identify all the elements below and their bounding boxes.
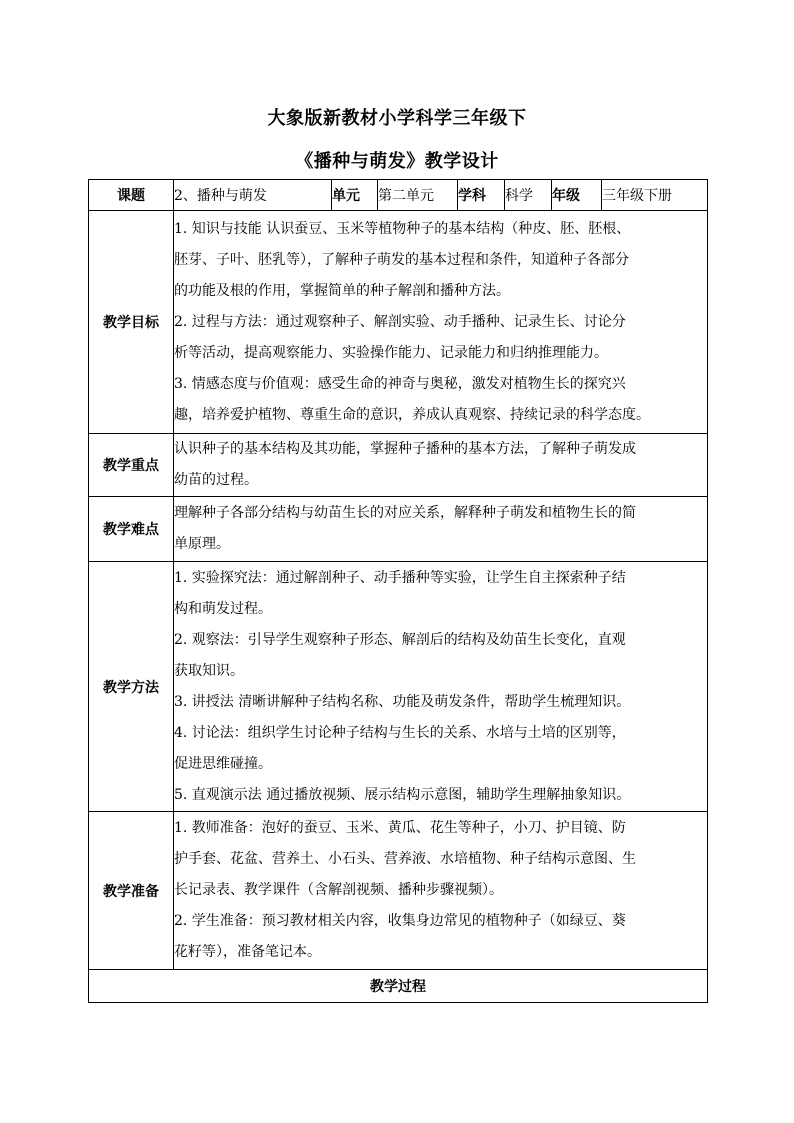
- objectives-line: 3. 情感态度与价值观：感受生命的神奇与奥秘，激发对植物生长的探究兴: [174, 375, 626, 392]
- objectives-content: [174, 211, 708, 434]
- preparation-line: 1. 教师准备：泡好的蚕豆、玉米、黄瓜、花生等种子，小刀、护目镜、防: [174, 820, 626, 836]
- key-points-content: [174, 434, 708, 497]
- methods-row: [89, 562, 708, 812]
- difficulties-line: 单原理。: [174, 536, 230, 552]
- objectives-line: 析等活动，提高观察能力、实验操作能力、记录能力和归纳推理能力。: [174, 344, 608, 361]
- difficulties-content: [174, 497, 708, 562]
- objectives-row: [89, 211, 708, 434]
- preparation-line: 长记录表、教学课件（含解剖视频、播种步骤视频）。: [174, 882, 503, 898]
- document-subtitle: 《播种与萌发》教学设计: [295, 151, 499, 172]
- subject-label: 学科: [458, 180, 505, 211]
- methods-line: 构和萌发过程。: [174, 600, 272, 617]
- objectives-line: 2. 过程与方法：通过观察种子、解剖实验、动手播种、记录生长、讨论分: [174, 313, 626, 330]
- unit-label: 单元: [332, 180, 378, 211]
- methods-line: 获取知识。: [174, 662, 244, 679]
- lesson-plan-table: [88, 179, 708, 1003]
- key-points-line: 认识种子的基本结构及其功能，掌握种子播种的基本方法，了解种子萌发成: [174, 441, 636, 457]
- preparation-content: [174, 812, 708, 970]
- methods-line: 促进思维碰撞。: [174, 755, 272, 772]
- topic-label: 课题: [89, 180, 174, 211]
- difficulties-row: [89, 497, 708, 562]
- objectives-line: 的功能及根的作用，掌握简单的种子解剖和播种方法。: [174, 282, 510, 299]
- preparation-line: 护手套、花盆、营养土、小石头、营养液、水培植物、种子结构示意图、生: [174, 851, 636, 867]
- key-points-line: 幼苗的过程。: [174, 472, 258, 488]
- methods-label: 教学方法: [89, 562, 174, 812]
- unit-value: 第二单元: [378, 180, 458, 211]
- key-points-row: [89, 434, 708, 497]
- methods-line: 2. 观察法：引导学生观察种子形态、解剖后的结构及幼苗生长变化，直观: [174, 631, 626, 648]
- document-title: 大象版新教材小学科学三年级下: [267, 108, 527, 129]
- preparation-line: 2. 学生准备：预习教材相关内容，收集身边常见的植物种子（如绿豆、葵: [174, 913, 626, 929]
- objectives-label: 教学目标: [89, 211, 174, 434]
- methods-line: 3. 讲授法 清晰讲解种子结构名称、功能及萌发条件，帮助学生梳理知识。: [174, 693, 631, 710]
- methods-line: 1. 实验探究法：通过解剖种子、动手播种等实验，让学生自主探索种子结: [174, 569, 626, 586]
- preparation-line: 花籽等），准备笔记本。: [174, 944, 321, 960]
- objectives-line: 胚芽、子叶、胚乳等），了解种子萌发的基本过程和条件，知道种子各部分: [174, 251, 629, 268]
- difficulties-label: 教学难点: [89, 497, 174, 562]
- key-points-label: 教学重点: [89, 434, 174, 497]
- header-row: [89, 180, 708, 211]
- objectives-line: 趣，培养爱护植物、尊重生命的意识，养成认真观察、持续记录的科学态度。: [174, 406, 650, 423]
- preparation-row: [89, 812, 708, 970]
- subject-value: 科学: [505, 180, 552, 211]
- methods-line: 5. 直观演示法 通过播放视频、展示结构示意图，辅助学生理解抽象知识。: [174, 786, 631, 803]
- objectives-line: 1. 知识与技能 认识蚕豆、玉米等植物种子的基本结构（种皮、胚、胚根、: [174, 220, 631, 237]
- grade-label: 年级: [552, 180, 602, 211]
- difficulties-line: 理解种子各部分结构与幼苗生长的对应关系，解释种子萌发和植物生长的简: [174, 505, 636, 521]
- process-row: [89, 970, 708, 1003]
- methods-content: [174, 562, 708, 812]
- process-heading: 教学过程: [89, 970, 708, 1003]
- topic-value: 2、播种与萌发: [174, 180, 332, 211]
- grade-value: 三年级下册: [602, 180, 708, 211]
- methods-line: 4. 讨论法：组织学生讨论种子结构与生长的关系、水培与土培的区别等，: [174, 724, 626, 741]
- preparation-label: 教学准备: [89, 812, 174, 970]
